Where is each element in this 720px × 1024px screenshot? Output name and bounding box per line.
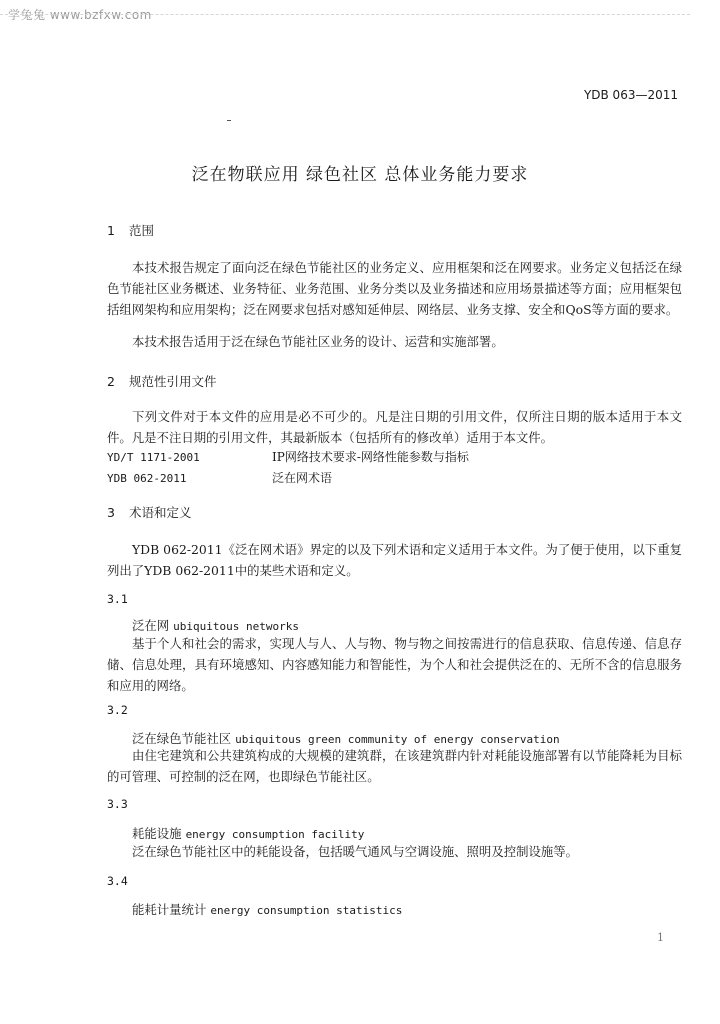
term-en: ubiquitous green community of energy conservation [235, 733, 560, 746]
reference-code: YDB 062-2011 [107, 472, 187, 485]
section-3-heading [107, 503, 192, 521]
document-title: 泛在物联应用 绿色社区 总体业务能力要求 [191, 165, 529, 185]
term-definition: 泛在绿色节能社区中的耗能设备，包括暖气通风与空调设施、照明及控制设施等。 [132, 844, 579, 859]
term-zh: 泛在绿色节能社区 [132, 731, 232, 746]
watermark: 学兔兔 www.bzfxw.com [8, 8, 152, 22]
clause-number: 3.2 [107, 703, 128, 717]
section-2-paragraph-1: 下列文件对于本文件的应用是必不可少的。凡是注日期的引用文件，仅所注日期的版本适用于本文件。凡是不注日期的引用文件，其最新版本（包括所有的修改单）适用于本文件。 [107, 409, 682, 445]
term-heading [132, 616, 299, 634]
reference-title: IP网络技术要求-网络性能参数与指标 [272, 450, 469, 464]
document-number: YDB 063—2011 [583, 88, 678, 102]
term-en: ubiquitous networks [173, 620, 300, 633]
reference-title: 泛在网术语 [272, 471, 333, 485]
term-zh: 耗能设施 [132, 826, 182, 841]
term-heading [132, 900, 402, 918]
section-number: 3 [107, 505, 115, 520]
page-number: 1 [657, 931, 664, 944]
term-definition: 基于个人和社会的需求，实现人与人、人与物、物与物之间按需进行的信息获取、信息传递、信息存储、信息处理，具有环境感知、内容感知能力和智能性，为个人和社会提供泛在的、无所不含的信息服务和应用的网络。 [107, 636, 682, 693]
term-heading [132, 824, 364, 842]
clause-number: 3.4 [107, 874, 128, 888]
term-zh: 泛在网 [132, 618, 170, 633]
section-1-paragraph-2: 本技术报告适用于泛在绿色节能社区业务的设计、运营和实施部署。 [132, 334, 504, 349]
section-title: 规范性引用文件 [129, 374, 217, 389]
term-zh: 能耗计量统计 [132, 902, 207, 917]
term-en: energy consumption facility [185, 828, 365, 841]
section-number: 1 [107, 223, 115, 238]
reference-item [107, 448, 469, 465]
reference-item [107, 469, 332, 486]
clause-number: 3.1 [107, 592, 128, 606]
section-title: 术语和定义 [129, 505, 192, 520]
reference-code: YD/T 1171-2001 [107, 451, 200, 464]
term-en: energy consumption statistics [210, 904, 403, 917]
section-1-heading [107, 221, 154, 239]
section-2-heading [107, 372, 217, 390]
section-title: 范围 [129, 223, 155, 238]
section-number: 2 [107, 374, 115, 389]
section-1-paragraph-1: 本技术报告规定了面向泛在绿色节能社区的业务定义、应用框架和泛在网要求。业务定义包括泛在绿色节能社区业务概述、业务特征、业务范围、业务分类以及业务描述和应用场景描述等方面；应用框架包括组网架构和应用架构；泛在网要求包括对感知延伸层、网络层、业务支撑、安全和QoS等方面的要求。 [107, 260, 682, 317]
section-3-paragraph-1: YDB 062-2011《泛在网术语》界定的以及下列术语和定义适用于本文件。为了便于使用，以下重复列出了YDB 062-2011中的某些术语和定义。 [107, 542, 682, 578]
clause-number: 3.3 [107, 797, 128, 811]
header-rule [0, 14, 690, 15]
term-definition: 由住宅建筑和公共建筑构成的大规模的建筑群，在该建筑群内针对耗能设施部署有以节能降耗为目标的可管理、可控制的泛在网，也即绿色节能社区。 [107, 748, 682, 784]
mark-dot [227, 120, 231, 121]
